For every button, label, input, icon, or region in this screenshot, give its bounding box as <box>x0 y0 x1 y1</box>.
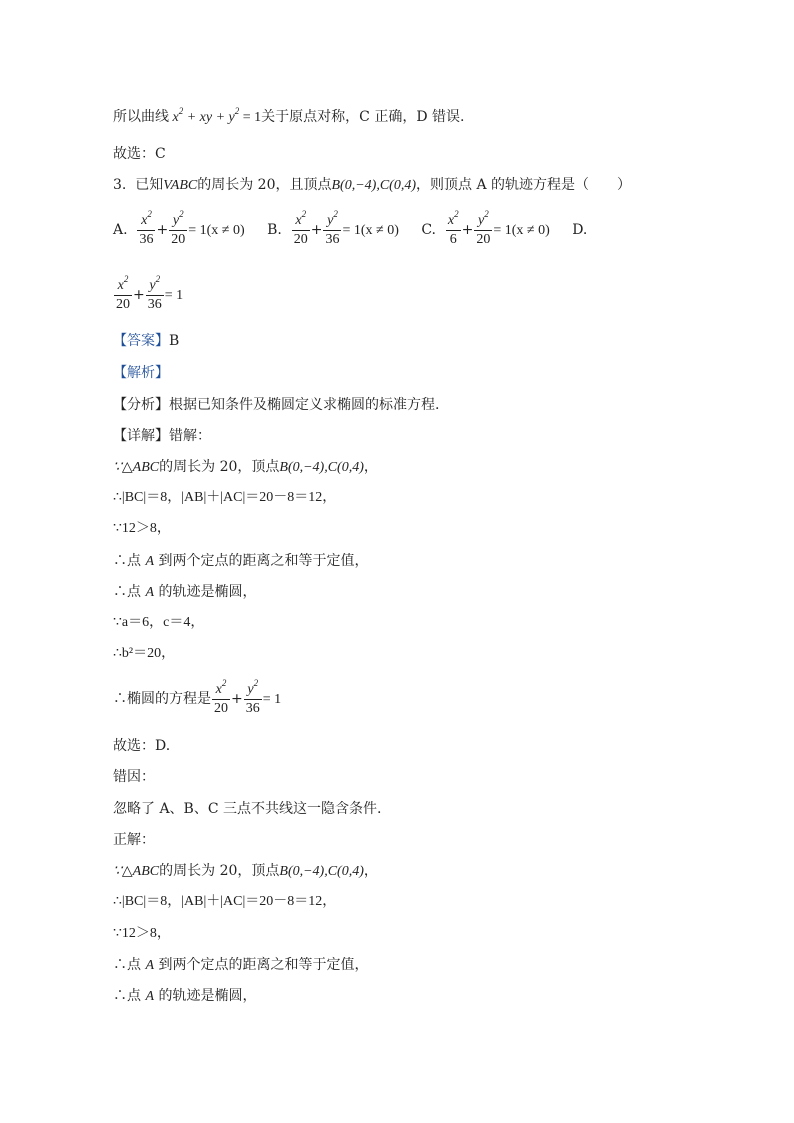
option-d-label: D. <box>572 222 588 238</box>
step-6: ∵a＝6，c＝4， <box>113 615 205 630</box>
correct-solution-label: 正解： <box>113 832 155 848</box>
answer-tag: 【答案】 <box>113 333 169 349</box>
answer-line: 【答案】B <box>113 333 180 349</box>
error-cause: 忽略了 A、B、C 三点不共线这一隐含条件. <box>113 801 382 817</box>
step-8: ∴椭圆的方程是 $\frac{x^2}{20}$ + $\frac{y^2}{36}$ = 1 <box>113 677 282 716</box>
curve-equation: $x^2$ + xy + $y^2$ <box>169 106 240 125</box>
step-5: ∴点 A 的轨迹是椭圆， <box>113 584 257 600</box>
step-9: 故选：D. <box>113 738 171 754</box>
step-15: ∵12＞8， <box>113 926 171 941</box>
step-1: ∵△ABC的周长为 20，顶点B(0,−4),C(0,4)， <box>113 459 378 475</box>
step-13: ∵△ABC的周长为 20，顶点B(0,−4),C(0,4)， <box>113 863 378 879</box>
step-17: ∴点 A 的轨迹是椭圆， <box>113 988 257 1004</box>
step-7: ∴b²＝20， <box>113 646 176 661</box>
option-a: A. $\frac{x^2}{36}$ + $\frac{y^2}{20}$ = 1(x ≠ 0) <box>113 208 245 247</box>
step-4: ∴点 A 到两个定点的距离之和等于定值， <box>113 553 369 569</box>
options-row <box>113 208 587 253</box>
step-16: ∴点 A 到两个定点的距离之和等于定值， <box>113 957 369 973</box>
curve-symmetry-line: 所以曲线 $x^2$ + xy + $y^2 = 1$关于原点对称，C 正确，D 错误. <box>113 106 465 125</box>
step-3: ∵12＞8， <box>113 521 171 536</box>
question-3: 3. 已知VABC的周长为 20，且顶点B(0,−4),C(0,4)，则顶点 A 的轨迹方程是（ ） <box>113 177 632 193</box>
option-b: B. $\frac{x^2}{20}$ + $\frac{y^2}{36}$ = 1(x ≠ 0) <box>267 208 399 247</box>
step-2: ∴|BC|＝8，|AB|＋|AC|＝20－8＝12， <box>113 490 337 505</box>
option-c: C. $\frac{x^2}{6}$ + $\frac{y^2}{20}$ = 1(x ≠ 0) <box>421 208 550 247</box>
fenxi-line: 【分析】根据已知条件及椭圆定义求椭圆的标准方程. <box>113 397 440 413</box>
analysis-tag: 【解析】 <box>113 365 169 381</box>
error-cause-label: 错因： <box>113 769 155 785</box>
previous-choice: 故选：C <box>113 146 166 162</box>
option-d: $\frac{x^2}{20}$ + $\frac{y^2}{36}$ = 1 <box>116 273 184 312</box>
xiangjie-line: 【详解】错解： <box>113 428 211 444</box>
step-14: ∴|BC|＝8，|AB|＋|AC|＝20－8＝12， <box>113 894 337 909</box>
